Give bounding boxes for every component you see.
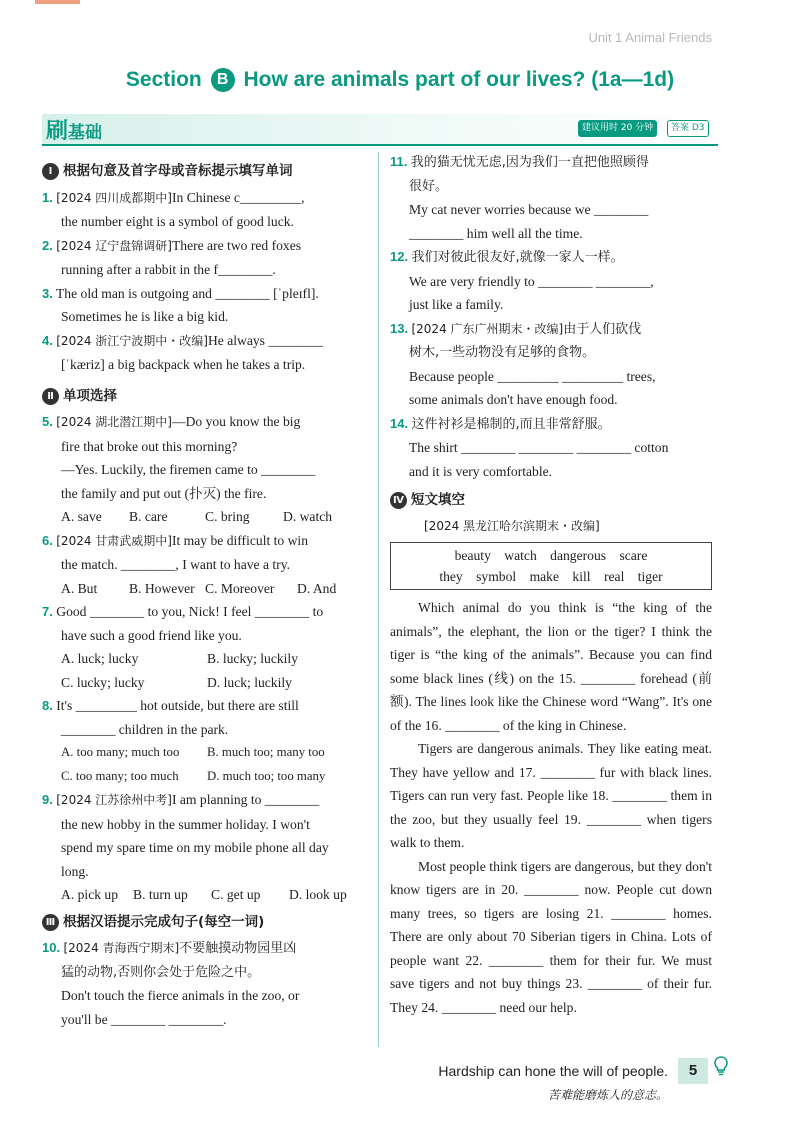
question-9-line3: spend my spare time on my mobile phone all day [61, 840, 329, 855]
question-12: 12. 我们对彼此很友好,就像一家人一样。 [390, 249, 624, 265]
option: D. look up [289, 887, 347, 902]
word-bank-word: dangerous [550, 548, 607, 563]
question-4-line2: [ˈkæriz] a big backpack when he takes a trip. [61, 357, 306, 372]
question-13: 13. [2024 广东广州期末・改编]由于人们砍伐 [390, 320, 642, 337]
question-11-chinese-line2: 很好。 [409, 178, 449, 194]
question-11-english-line1: My cat never worries because we ________ [409, 202, 649, 217]
option: C. lucky; lucky [61, 674, 145, 690]
word-bank-word: watch [504, 548, 537, 563]
option: D. And [297, 580, 337, 596]
left-column [42, 156, 368, 1031]
question-8-options [42, 741, 368, 788]
question-12-english-line1: We are very friendly to ________ ________, [409, 273, 654, 289]
word-bank-word: make [529, 569, 560, 584]
option: B. much too; many too [207, 745, 325, 759]
option: D. much too; too many [207, 768, 326, 783]
question-6-options [42, 577, 368, 601]
option: B. care [129, 509, 168, 524]
footer-motto-chinese: 苦难能磨炼人的意志。 [547, 1088, 668, 1102]
question-14-english-line1: The shirt ________ ________ ________ cotton [409, 440, 669, 455]
brand-logo: 刷基础 [46, 119, 103, 144]
word-bank [390, 542, 712, 590]
word-bank-word: beauty [454, 548, 491, 563]
question-5-line2: fire that broke out this morning? [61, 438, 238, 454]
option: D. watch [283, 509, 333, 524]
section-letter-badge: B [211, 68, 235, 92]
question-7-options [42, 647, 368, 694]
question-14: 14. 这件衬衫是棉制的,而且非常舒服。 [390, 415, 611, 432]
option: B. However [129, 580, 195, 596]
unit-header: Unit 1 Animal Friends [588, 30, 712, 45]
question-7-line2: have such a good friend like you. [61, 627, 242, 643]
part-1-heading: Ⅰ 根据句意及首字母或音标提示填写单词 [42, 160, 368, 184]
top-accent-bar [35, 0, 80, 4]
word-bank-word: tiger [637, 569, 663, 584]
word-bank-word: kill [572, 569, 591, 584]
option: C. get up [211, 887, 261, 902]
passage-source: [2024 黑龙江哈尔滨期末・改编] [424, 518, 600, 533]
question-9-options [42, 883, 368, 907]
question-13-english-line1: Because people _________ _________ trees, [409, 368, 656, 384]
part-3-heading: Ⅲ 根据汉语提示完成句子(每空一词) [42, 911, 368, 935]
option: B. lucky; luckily [207, 651, 298, 666]
option: A. too many; much too [61, 745, 180, 759]
question-8: 8. It's _________ hot outside, but there are still [42, 698, 299, 713]
question-10: 10. [2024 青海西宁期末]不要触摸动物园里凶 [42, 940, 297, 956]
question-9-line2: the new hobby in the summer holiday. I won't [61, 816, 310, 832]
word-bank-word: real [603, 569, 625, 584]
basics-banner [42, 114, 718, 146]
question-13-english-line2: some animals don't have enough food. [409, 392, 618, 407]
section-title [0, 68, 800, 92]
question-1-line2: the number eight is a symbol of good luck. [61, 214, 294, 229]
question-5-options [42, 505, 368, 529]
option: A. save [61, 509, 102, 524]
question-7: 7. Good ________ to you, Nick! I feel ________ to [42, 604, 324, 619]
option: A. But [61, 580, 98, 596]
column-divider [378, 152, 379, 1047]
question-5-line4: the family and put out (扑灭) the fire. [61, 485, 267, 501]
question-10-english-line1: Don't touch the fierce animals in the zoo, or [61, 988, 300, 1003]
question-6-line2: the match. ________, I want to have a try. [61, 557, 291, 572]
option: C. bring [205, 509, 250, 524]
question-9-line4: long. [61, 863, 89, 879]
question-5: 5. [2024 湖北潜江期中]—Do you know the big [42, 414, 301, 429]
section-label: Section [125, 68, 202, 91]
question-1: 1. [2024 四川成都期中]In Chinese c_________, [42, 189, 305, 205]
question-12-english-line2: just like a family. [409, 297, 504, 312]
passage-paragraph-2: Tigers are dangerous animals. They like eating meat. They have yellow and 17. ________ fur with black lines. Tigers can run very fast. People like 18. ________ them in the zoo, but they usually feel 19. ________ when tigers walk to them. [390, 741, 712, 850]
question-9: 9. [2024 江苏徐州中考]I am planning to ________ [42, 792, 320, 807]
word-bank-row-1 [391, 545, 711, 566]
question-11-english-line2: ________ him well all the time. [409, 225, 583, 241]
question-10-english-line2: you'll be ________ ________. [61, 1011, 227, 1027]
question-3: 3. The old man is outgoing and ________ [ˈpleɪfl]. [42, 285, 319, 301]
answer-page-tag: 答案 D3 [667, 120, 709, 137]
passage-paragraph-3: Most people think tigers are dangerous, but they don't know tigers are in 20. ________ now. People cut down many trees, so tigers are losing 21. ________ homes. There are only about 70 Siberian tigers in China. Lots of people want 22. ________ them for their fur. We must save tigers and not buy things 23. ________ of their fur. They 24. ________ need our help. [390, 858, 712, 1015]
question-6: 6. [2024 甘肃武威期中]It may be difficult to win [42, 532, 309, 548]
time-suggestion-tag: 建议用时 20 分钟 [578, 120, 657, 137]
word-bank-word: scare [619, 548, 648, 563]
word-bank-word: they [439, 569, 463, 584]
question-2: 2. [2024 辽宁盘锦调研]There are two red foxes [42, 237, 302, 253]
page-number: 5 [678, 1058, 708, 1084]
passage-paragraph-1: Which animal do you think is “the king of the animals”, the elephant, the lion or the tiger? I think the tiger is “the king of the animals”. Because you can find some black lines (线) on the 15. ________ forehead (前额). The lines look like the Chinese word “Wang”. It's one of the 16. ________ of the king in Chinese. [390, 600, 712, 733]
question-2-line2: running after a rabbit in the f________. [61, 262, 276, 277]
question-5-line3: —Yes. Luckily, the firemen came to ________ [61, 462, 316, 477]
question-11: 11. 我的猫无忧无虑,因为我们一直把他照顾得 [390, 154, 649, 170]
lightbulb-icon [713, 1056, 729, 1081]
right-column [390, 150, 712, 1019]
option: C. Moreover [205, 580, 275, 596]
section-heading: How are animals part of our lives? (1a—1d) [243, 68, 675, 91]
question-10-chinese-line2: 猛的动物,否则你会处于危险之中。 [61, 964, 261, 980]
word-bank-word: symbol [476, 569, 517, 584]
part-2-heading: Ⅱ 单项选择 [42, 385, 368, 409]
option: C. too many; too much [61, 768, 179, 783]
option: D. luck; luckily [207, 674, 292, 690]
option: B. turn up [133, 887, 188, 902]
footer-motto-english: Hardship can hone the will of people. [438, 1063, 668, 1079]
question-13-chinese-line2: 树木,一些动物没有足够的食物。 [409, 345, 596, 360]
word-bank-row-2 [391, 566, 711, 587]
part-4-heading: Ⅳ 短文填空 [390, 489, 712, 513]
question-3-line2: Sometimes he is like a big kid. [61, 309, 229, 324]
question-4: 4. [2024 浙江宁波期中・改编]He always ________ [42, 332, 323, 348]
option: A. pick up [61, 887, 119, 902]
option: A. luck; lucky [61, 651, 139, 666]
question-8-line2: ________ children in the park. [61, 721, 229, 737]
question-14-english-line2: and it is very comfortable. [409, 463, 553, 479]
